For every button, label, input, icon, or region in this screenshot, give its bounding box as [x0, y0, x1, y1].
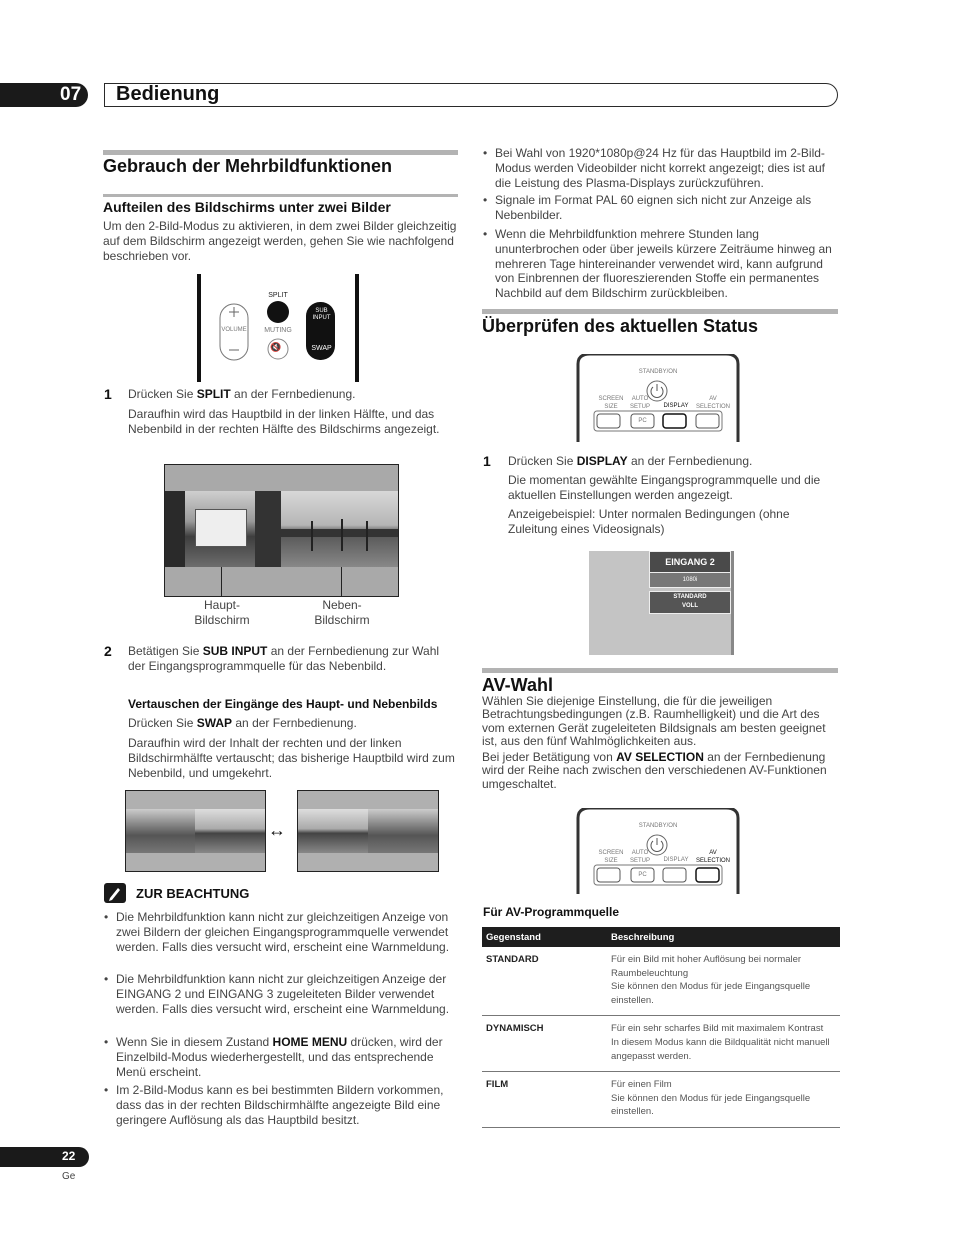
- step-number: 2: [104, 643, 112, 659]
- standby-label: STANDBY/ON: [638, 369, 678, 375]
- auto-setup-label: AUTO SETUP: [629, 850, 650, 864]
- note-item: • Wenn Sie in diesem Zustand HOME MENU drücken, wird der Einzelbild-Modus wiederhergestellt, und das entsprechende Menü erscheint.: [104, 1035, 443, 1079]
- note-title: ZUR BEACHTUNG: [136, 886, 250, 901]
- swap-text: Drücken Sie SWAP an der Fernbedienung.: [128, 716, 357, 730]
- av-step-text: Bei jeder Betätigung von AV SELECTION an der Fernbedienung wird der Reihe nach zwischen den verschiedenen AV-Funktionen umgeschaltet.: [482, 750, 827, 791]
- display-step-text: Drücken Sie DISPLAY an der Fernbedienung.: [508, 454, 753, 468]
- info-bullet: • Signale im Format PAL 60 eignen sich nicht zur Anzeige als Nebenbilder.: [483, 193, 812, 222]
- intro-text: Um den 2-Bild-Modus zu aktivieren, in dem zwei Bilder gleichzeitig auf dem Bildschirm angezeigt werden, gehen Sie wie nachfolgend beschrieben vor.: [103, 219, 457, 263]
- main-screen-label: Haupt- Bildschirm: [194, 598, 250, 627]
- display-label: DISPLAY: [663, 857, 689, 863]
- volume-label: VOLUME: [221, 327, 247, 333]
- note-item: • Die Mehrbildfunktion kann nicht zur gleichzeitigen Anzeige der EINGANG 2 und EINGANG 3 zugeleiteten Bilder verwendet werden. Falls dies versucht wird, erscheint eine Warnmeldung.: [104, 972, 450, 1016]
- table-cell-description: Für einen Film Sie können den Modus für jede Eingangsquelle einstellen.: [607, 1072, 840, 1128]
- status-section-title: Überprüfen des aktuellen Status: [482, 316, 759, 336]
- sub-input-label: SUB INPUT: [312, 308, 331, 321]
- av-mode-table: [482, 927, 840, 1128]
- osd-resolution: 1080i: [649, 572, 731, 588]
- subsection-rule: [103, 194, 458, 197]
- table-cell-mode: DYNAMISCH: [482, 1016, 607, 1072]
- swap-before-illustration: [125, 790, 266, 872]
- osd-mode: STANDARD VOLL: [649, 591, 731, 614]
- av-description: Wählen Sie diejenige Einstellung, die für die jeweiligen Betrachtungsbedingungen (z.B. Raumhelligkeit) und die Art des vom externen Gerät zugeleiteten Bildsignals am besten geeignet ist, aus den fünf Wahlmöglichkeiten aus.: [482, 694, 826, 748]
- table-row: [482, 1016, 840, 1072]
- pc-label: PC: [638, 418, 647, 424]
- section-rule: [482, 668, 838, 673]
- table-cell-mode: FILM: [482, 1072, 607, 1128]
- info-bullet: • Bei Wahl von 1920*1080p@24 Hz für das Hauptbild im 2-Bild-Modus werden Videobilder nicht korrekt angezeigt; dies ist auf die Leistung des Plasma-Displays zurückzuführen.: [483, 146, 825, 190]
- section-title: Gebrauch der Mehrbildfunktionen: [103, 156, 393, 176]
- note-icon: [104, 883, 126, 903]
- muting-label: MUTING: [264, 327, 292, 334]
- swap-after-illustration: [297, 790, 439, 872]
- sub-picture: [281, 491, 398, 567]
- info-bullet: • Wenn die Mehrbildfunktion mehrere Stunden lang ununterbrochen oder über jeweils kürzere Zeiträume hinweg an mehreren Tage hintereinander verwendet wird, kann aufgrund von Einbrennen der fluoreszierenden Stoffe ein permanentes Nachbild auf dem Bildschirm zurückbleiben.: [483, 227, 832, 301]
- swap-description: Daraufhin wird der Inhalt der rechten und der linken Bildschirmhälfte vertauscht; das bisherige Hauptbild wird zum Nebenbild, und umgekehrt.: [128, 736, 455, 780]
- standby-label: STANDBY/ON: [638, 823, 678, 829]
- page-number-tab: [0, 1147, 89, 1167]
- table-cell-description: Für ein Bild mit hoher Auflösung bei normaler Raumbeleuchtung Sie können den Modus für jede Eingangsquelle einstellen.: [607, 947, 840, 1016]
- note-item: • Die Mehrbildfunktion kann nicht zur gleichzeitigen Anzeige von zwei Bildern der gleichen Eingangsprogrammquelle verwendet werden. Falls dies versucht wird, erscheint eine Warnmeldung.: [104, 910, 450, 954]
- screen-size-label: SCREEN SIZE: [598, 396, 624, 410]
- swap-arrow-icon: ↔: [268, 820, 286, 840]
- auto-setup-label: AUTO SETUP: [629, 396, 650, 410]
- table-header-row: [482, 927, 840, 947]
- display-example: Anzeigebeispiel: Unter normalen Bedingungen (ohne Zuleitung eines Videosignals): [508, 507, 790, 536]
- table-header: Beschreibung: [607, 927, 840, 947]
- split-label: SPLIT: [268, 292, 288, 299]
- av-section-title: AV-Wahl: [482, 675, 553, 695]
- section-rule: [103, 150, 458, 155]
- chapter-number: 07: [60, 84, 82, 105]
- subsection-title: Aufteilen des Bildschirms unter zwei Bilder: [103, 199, 391, 215]
- step-number: 1: [483, 453, 491, 469]
- table-header: Gegenstand: [482, 927, 607, 947]
- step-number: 1: [104, 386, 112, 402]
- table-cell-description: Für ein sehr scharfes Bild mit maximalem Kontrast In diesem Modus kann die Bildqualität nicht manuell angepasst werden.: [607, 1016, 840, 1072]
- table-row: [482, 1072, 840, 1128]
- note-item: • Im 2-Bild-Modus kann es bei bestimmten Bildern vorkommen, dass das in der rechten Bildschirmhälfte angezeigte Bild eine geringere Auflösung als das Hauptbild besitzt.: [104, 1083, 444, 1127]
- swap-label: SWAP: [311, 345, 332, 352]
- osd-screen-illustration: [589, 551, 734, 655]
- screen-size-label: SCREEN SIZE: [598, 850, 624, 864]
- display-step-description: Die momentan gewählte Eingangsprogrammquelle und die aktuellen Einstellungen werden angezeigt.: [508, 473, 821, 502]
- sub-screen-label: Neben- Bildschirm: [314, 598, 370, 627]
- step1-text: Drücken Sie SPLIT an der Fernbedienung.: [128, 387, 356, 401]
- display-label: DISPLAY: [663, 403, 689, 409]
- chapter-title: Bedienung: [116, 83, 220, 105]
- language-code: Ge: [62, 1171, 76, 1182]
- av-selection-label: AV SELECTION: [695, 396, 730, 410]
- split-screen-illustration: [164, 464, 399, 597]
- table-row: [482, 947, 840, 1016]
- pc-label: PC: [638, 872, 647, 878]
- mute-icon: 🔇: [270, 342, 282, 352]
- table-title: Für AV-Programmquelle: [483, 905, 620, 919]
- av-selection-label: AV SELECTION: [695, 850, 730, 864]
- main-picture: [165, 491, 281, 567]
- osd-input: EINGANG 2: [649, 551, 731, 573]
- step2-text: Betätigen Sie SUB INPUT an der Fernbedienung zur Wahl der Eingangsprogrammquelle für das Nebenbild.: [128, 644, 440, 673]
- swap-title: Vertauschen der Eingänge des Haupt- und Nebenbilds: [128, 697, 438, 711]
- step1-description: Daraufhin wird das Hauptbild in der linken Hälfte, und das Nebenbild in der rechten Hälfte des Bildschirms angezeigt.: [128, 407, 440, 436]
- page-number: 22: [62, 1149, 76, 1163]
- table-cell-mode: STANDARD: [482, 947, 607, 1016]
- section-rule: [482, 309, 838, 314]
